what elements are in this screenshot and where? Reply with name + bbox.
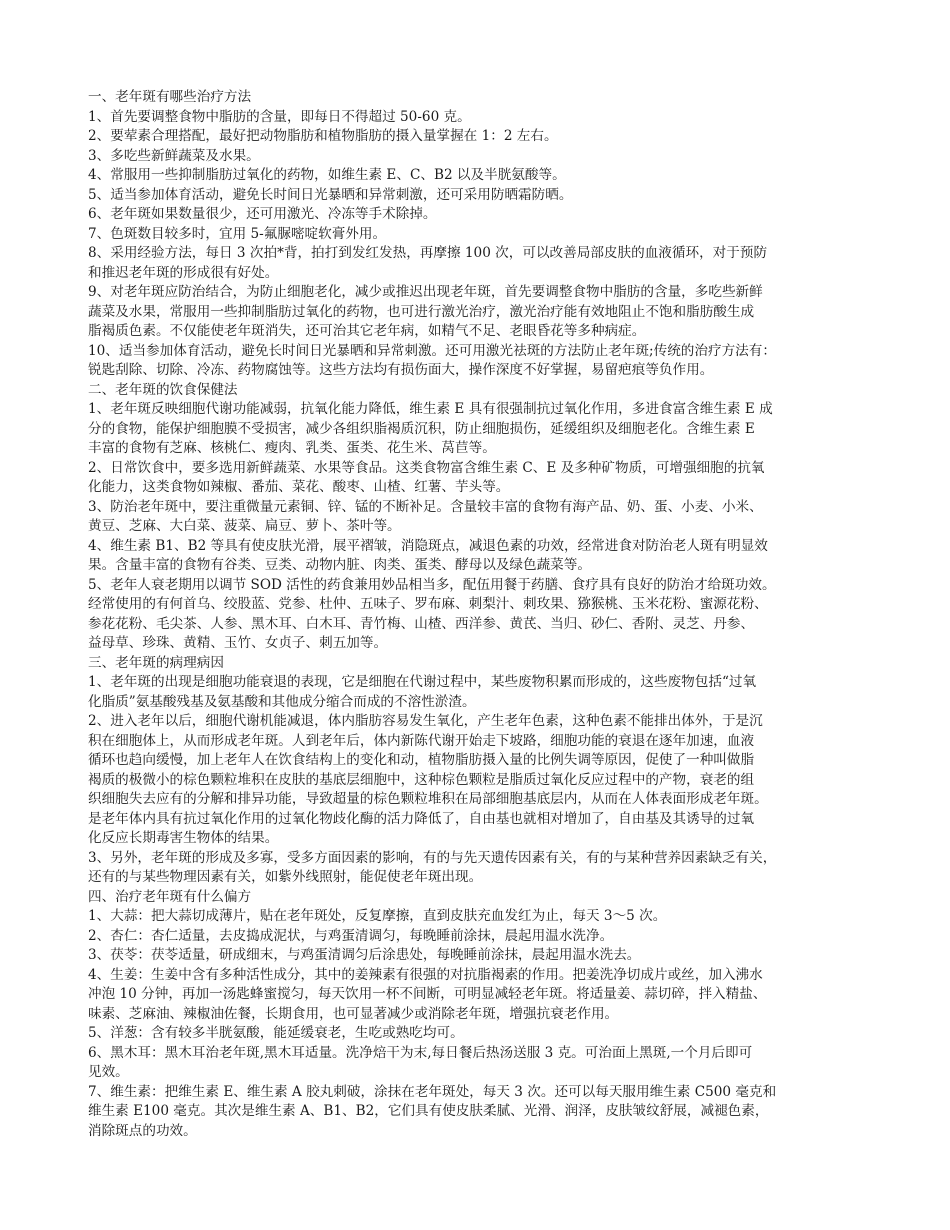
text-line: 2、日常饮食中，要多选用新鲜蔬菜、水果等食品。这类食物富含维生素 C、E 及多种矿物质，可增强细胞的抗氧 — [88, 459, 765, 476]
text-line: 5、适当参加体育活动，避免长时间日光暴晒和异常刺激，还可采用防晒霜防晒。 — [88, 186, 573, 203]
text-line: 4、生姜：生姜中含有多种活性成分，其中的姜辣素有很强的对抗脂褐素的作用。把姜洗净切成片或丝，加入沸水 — [88, 966, 763, 983]
text-line: 2、进入老年以后，细胞代谢机能减退，体内脂肪容易发生氧化，产生老年色素，这种色素不能排出体外，于是沉 — [88, 713, 763, 729]
text-line: 3、茯苓：茯苓适量，研成细末，与鸡蛋清调匀后涂患处，每晚睡前涂抹，晨起用温水洗去。 — [88, 947, 641, 963]
text-line: 7、色斑数目较多时，宜用 5-氟脲嘧啶软膏外用。 — [88, 225, 387, 242]
text-line: 还有的与某些物理因素有关，如紫外线照射，能促使老年斑出现。 — [88, 869, 483, 885]
text-line: 丰富的食物有芝麻、核桃仁、瘦肉、乳类、蛋类、花生米、莴苣等。 — [88, 440, 496, 456]
section-3 — [88, 654, 866, 888]
text-line: 和推迟老年斑的形成很有好处。 — [88, 264, 279, 281]
text-line: 2、要荤素合理搭配，最好把动物脂肪和植物脂肪的摄入量掌握在 1：2 左右。 — [88, 128, 558, 144]
section-heading: 二、老年斑的饮食保健法 — [88, 381, 238, 398]
text-line: 3、另外，老年斑的形成及多寡，受多方面因素的影响，有的与先天遗传因素有关，有的与某种营养因素缺乏有关， — [88, 849, 777, 866]
text-line: 8、采用经验方法，每日 3 次拍*背，拍打到发红发热，再摩擦 100 次，可以改善局部皮肤的血液循环，对于预防 — [88, 245, 768, 261]
text-line: 维生素 E100 毫克。其次是维生素 A、B1、B2，它们具有使皮肤柔腻、光滑、润泽，皮肤皱纹舒展，减褪色素， — [88, 1103, 769, 1119]
text-line: 1、大蒜：把大蒜切成薄片，贴在老年斑处，反复摩擦，直到皮肤充血发红为止，每天 3～5 次。 — [88, 908, 667, 924]
text-line: 果。含量丰富的食物有谷类、豆类、动物内脏、肉类、蛋类、酵母以及绿色蔬菜等。 — [88, 557, 591, 573]
text-line: 9、对老年斑应防治结合，为防止细胞老化，减少或推迟出现老年斑，首先要调整食物中脂肪的含量，多吃些新鲜 — [88, 284, 763, 300]
text-line: 经常使用的有何首乌、绞股蓝、党参、杜仲、五味子、罗布麻、刺梨汁、刺玫果、猕猴桃、玉米花粉、蜜源花粉、 — [88, 596, 768, 612]
text-line: 冲泡 10 分钟，再加一汤匙蜂蜜搅匀，每天饮用一杯不间断，可明显减轻老年斑。将适量姜、蒜切碎，拌入精盐、 — [88, 986, 767, 1002]
text-line: 消除斑点的功效。 — [88, 1122, 197, 1139]
text-line: 黄豆、芝麻、大白菜、菠菜、扁豆、萝卜、茶叶等。 — [88, 518, 401, 534]
text-line: 参花花粉、毛尖茶、人参、黑木耳、白木耳、青竹梅、山楂、西洋参、黄芪、当归、砂仁、香附、灵芝、丹参、 — [88, 615, 755, 632]
text-line: 1、老年斑的出现是细胞功能衰退的表现，它是细胞在代谢过程中，某些废物积累而形成的，这些废物包括“过氧 — [88, 674, 757, 690]
text-line: 2、杏仁：杏仁适量，去皮捣成泥状，与鸡蛋清调匀，每晚睡前涂抹，晨起用温水洗净。 — [88, 927, 614, 944]
text-line: 4、维生素 B1、B2 等具有使皮肤光滑，展平褶皱，消隐斑点，减退色素的功效，经常进食对防治老人斑有明显效 — [88, 537, 768, 554]
text-line: 锐匙刮除、切除、冷冻、药物腐蚀等。这些方法均有损伤面大，操作深度不好掌握，易留疤痕等负作用。 — [88, 362, 714, 378]
document-body — [88, 88, 866, 1141]
text-line: 织细胞失去应有的分解和排异功能，导致超量的棕色颗粒堆积在局部细胞基底层内，从而在人体表面形成老年斑。 — [88, 791, 768, 807]
text-line: 循环也趋向缓慢，加上老年人在饮食结构上的变化和动，植物脂肪摄入量的比例失调等原因，促使了一种叫做脂 — [88, 752, 755, 768]
text-line: 1、老年斑反映细胞代谢功能减弱，抗氧化能力降低，维生素 E 具有很强制抗过氧化作用，多进食富含维生素 E 成 — [88, 401, 773, 417]
text-line: 是老年体内具有抗过氧化作用的过氧化物歧化酶的活力降低了，自由基也就相对增加了，自由基及其诱导的过氧 — [88, 810, 755, 827]
text-line: 5、老年人衰老期用以调节 SOD 活性的药食兼用妙品相当多，配伍用餐于药膳、食疗具有良好的防治才给斑功效。 — [88, 576, 776, 593]
text-line: 7、维生素：把维生素 E、维生素 A 胶丸刺破，涂抹在老年斑处，每天 3 次。还可以每天服用维生素 C500 毫克和 — [88, 1083, 777, 1100]
text-line: 化能力，这类食物如辣椒、番茄、菜花、酸枣、山楂、红薯、芋头等。 — [88, 479, 510, 495]
section-heading: 一、老年斑有哪些治疗方法 — [88, 89, 252, 105]
text-line: 6、黑木耳：黑木耳治老年斑,黑木耳适量。洗净焙干为末,每日餐后热汤送服 3 克。可治面上黑斑,一个月后即可 — [88, 1044, 753, 1061]
section-2 — [88, 381, 866, 654]
text-line: 3、多吃些新鲜蔬菜及水果。 — [88, 147, 260, 164]
section-heading: 三、老年斑的病理病因 — [88, 654, 224, 671]
text-line: 蔬菜及水果，常服用一些抑制脂肪过氧化的药物，也可进行激光治疗，激光治疗能有效地阻止不饱和脂肪酸生成 — [88, 303, 755, 320]
text-line: 味素、芝麻油、辣椒油佐餐，长期食用，也可显著减少或消除老年斑，增强抗衰老作用。 — [88, 1005, 619, 1022]
section-heading: 四、治疗老年斑有什么偏方 — [88, 888, 252, 905]
text-line: 4、常服用一些抑制脂肪过氧化的药物，如维生素 E、C、B2 以及半胱氨酸等。 — [88, 167, 566, 183]
text-line: 分的食物，能保护细胞膜不受损害，减少各组织脂褐质沉积，防止细胞损伤，延缓组织及细胞老化。含维生素 E — [88, 420, 755, 437]
section-1 — [88, 88, 866, 381]
text-line: 见效。 — [88, 1064, 129, 1080]
text-line: 化脂质”氨基酸残基及氨基酸和其他成分缩合而成的不溶性淤渣。 — [88, 693, 476, 710]
text-line: 化反应长期毒害生物体的结果。 — [88, 830, 279, 846]
text-line: 5、洋葱：含有较多半胱氨酸，能延缓衰老，生吃或熟吃均可。 — [88, 1025, 464, 1041]
text-line: 脂褐质色素。不仅能使老年斑消失，还可治其它老年病，如精气不足、老眼昏花等多种病症。 — [88, 323, 646, 339]
text-line: 10、适当参加体育活动，避免长时间日光暴晒和异常刺激。还可用激光祛斑的方法防止老年斑;传统的治疗方法有： — [88, 342, 776, 359]
text-line: 益母草、珍珠、黄精、玉竹、女贞子、刺五加等。 — [88, 635, 388, 651]
text-line: 积在细胞体上，从而形成老年斑。人到老年后，体内新陈代谢开始走下坡路，细胞功能的衰退在逐年加速，血液 — [88, 732, 755, 749]
text-line: 1、首先要调整食物中脂肪的含量，即每日不得超过 50-60 克。 — [88, 108, 471, 125]
text-line: 褐质的极微小的棕色颗粒堆积在皮肤的基底层细胞中，这种棕色颗粒是脂质过氧化反应过程中的产物，衰老的组 — [88, 771, 755, 788]
section-4 — [88, 888, 866, 1142]
text-line: 3、防治老年斑中，要注重微量元素铜、锌、锰的不断补足。含量较丰富的食物有海产品、奶、蛋、小麦、小米、 — [88, 498, 763, 515]
text-line: 6、老年斑如果数量很少，还可用激光、冷冻等手术除掉。 — [88, 206, 437, 222]
